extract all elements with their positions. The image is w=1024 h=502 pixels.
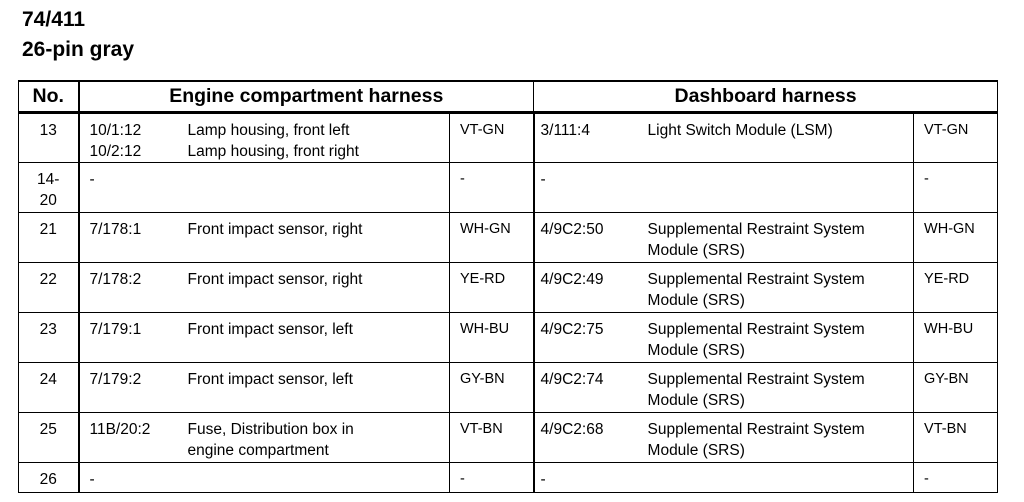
engine-description-line: Lamp housing, front left <box>187 122 350 139</box>
engine-wire-color <box>450 113 534 163</box>
dashboard-connector-text: 3/111:4 <box>540 122 590 139</box>
dashboard-connector <box>534 413 636 463</box>
dashboard-wire-color-text: - <box>924 471 929 487</box>
engine-description <box>182 463 450 493</box>
engine-connector-line: 10/1:12 <box>89 122 142 139</box>
table-row <box>19 463 998 493</box>
dashboard-description <box>636 413 914 463</box>
engine-wire-color-text: WH-BU <box>460 321 510 337</box>
pin-number-text: 21 <box>39 221 57 238</box>
dashboard-description <box>636 113 914 163</box>
dashboard-description-line: Module (SRS) <box>647 392 745 409</box>
dashboard-wire-color <box>914 313 998 363</box>
pin-number-text: 24 <box>39 371 57 388</box>
engine-description-line: Fuse, Distribution box in <box>187 421 354 438</box>
engine-connector-line: 7/178:2 <box>89 271 142 288</box>
dashboard-connector-text: - <box>540 171 546 188</box>
pin-number-text: 14-20 <box>37 171 60 209</box>
pin-number <box>19 163 79 213</box>
engine-wire-color-text: - <box>460 171 465 187</box>
dashboard-connector <box>534 213 636 263</box>
engine-description-line: Lamp housing, front right <box>187 143 359 160</box>
dashboard-description <box>636 213 914 263</box>
dashboard-description-line: Module (SRS) <box>647 342 745 359</box>
engine-wire-color-text: YE-RD <box>460 271 506 287</box>
dashboard-wire-color <box>914 363 998 413</box>
table-row <box>19 113 998 163</box>
engine-description <box>182 163 450 213</box>
dashboard-description-line: Light Switch Module (LSM) <box>647 122 833 139</box>
pin-number-text: 23 <box>39 321 57 338</box>
dashboard-description-line: Module (SRS) <box>647 242 745 259</box>
engine-description-line: Front impact sensor, left <box>187 371 353 388</box>
engine-wire-color <box>450 463 534 493</box>
engine-description-line: engine compartment <box>187 442 329 459</box>
dashboard-description-line: Supplemental Restraint System <box>647 421 865 438</box>
pin-number-text: 22 <box>39 271 57 288</box>
engine-description <box>182 413 450 463</box>
engine-wire-color <box>450 313 534 363</box>
header-engine-harness: Engine compartment harness <box>79 81 534 113</box>
dashboard-connector-text: 4/9C2:68 <box>540 421 604 438</box>
engine-description <box>182 313 450 363</box>
dashboard-description-line: Module (SRS) <box>647 292 745 309</box>
pin-number-text: 13 <box>39 122 57 139</box>
dashboard-connector-text: - <box>540 471 546 488</box>
table-row <box>19 163 998 213</box>
dashboard-description <box>636 313 914 363</box>
engine-wire-color <box>450 213 534 263</box>
pin-number <box>19 313 79 363</box>
engine-connector-line: 7/179:2 <box>89 371 142 388</box>
dashboard-connector-text: 4/9C2:75 <box>540 321 604 338</box>
dashboard-connector-text: 4/9C2:50 <box>540 221 604 238</box>
engine-description-line: Front impact sensor, right <box>187 221 363 238</box>
engine-connector-line: - <box>89 471 95 488</box>
dashboard-wire-color <box>914 113 998 163</box>
dashboard-wire-color-text: VT-BN <box>924 421 967 437</box>
engine-description <box>182 263 450 313</box>
pin-number <box>19 213 79 263</box>
dashboard-wire-color <box>914 163 998 213</box>
engine-wire-color-text: VT-BN <box>460 421 503 437</box>
table-body <box>19 113 998 493</box>
dashboard-connector <box>534 313 636 363</box>
dashboard-wire-color <box>914 413 998 463</box>
engine-connector <box>79 163 182 213</box>
dashboard-connector <box>534 163 636 213</box>
engine-connector <box>79 213 182 263</box>
engine-description <box>182 113 450 163</box>
engine-description <box>182 213 450 263</box>
engine-connector <box>79 263 182 313</box>
dashboard-description-line: Supplemental Restraint System <box>647 371 865 388</box>
engine-description-line: Front impact sensor, left <box>187 321 353 338</box>
dashboard-wire-color <box>914 463 998 493</box>
table-row <box>19 413 998 463</box>
engine-description <box>182 363 450 413</box>
table-row <box>19 213 998 263</box>
pin-number-text: 25 <box>39 421 57 438</box>
dashboard-connector <box>534 463 636 493</box>
pin-number <box>19 263 79 313</box>
connector-description: 26-pin gray <box>22 38 135 61</box>
connector-id: 74/411 <box>22 8 86 31</box>
pin-number-text: 26 <box>39 471 57 488</box>
engine-wire-color-text: VT-GN <box>460 122 505 138</box>
engine-wire-color <box>450 263 534 313</box>
dashboard-wire-color-text: YE-RD <box>924 271 970 287</box>
engine-connector <box>79 413 182 463</box>
dashboard-description-line: Supplemental Restraint System <box>647 321 865 338</box>
engine-wire-color-text: - <box>460 471 465 487</box>
engine-wire-color <box>450 163 534 213</box>
pin-number <box>19 363 79 413</box>
dashboard-description-line: Supplemental Restraint System <box>647 271 865 288</box>
dashboard-wire-color <box>914 263 998 313</box>
engine-connector-line: - <box>89 171 95 188</box>
dashboard-wire-color-text: WH-BU <box>924 321 974 337</box>
dashboard-wire-color-text: VT-GN <box>924 122 969 138</box>
engine-connector <box>79 313 182 363</box>
engine-connector-line: 10/2:12 <box>89 143 142 160</box>
header-dashboard-harness: Dashboard harness <box>534 81 998 113</box>
dashboard-description <box>636 263 914 313</box>
dashboard-connector <box>534 263 636 313</box>
dashboard-connector <box>534 363 636 413</box>
dashboard-description <box>636 363 914 413</box>
table-row <box>19 363 998 413</box>
engine-description-line: Front impact sensor, right <box>187 271 363 288</box>
pin-number <box>19 413 79 463</box>
dashboard-connector <box>534 113 636 163</box>
engine-wire-color-text: GY-BN <box>460 371 505 387</box>
dashboard-wire-color-text: - <box>924 171 929 187</box>
dashboard-connector-text: 4/9C2:74 <box>540 371 604 388</box>
engine-connector <box>79 363 182 413</box>
dashboard-description-line: Module (SRS) <box>647 442 745 459</box>
table-row <box>19 263 998 313</box>
dashboard-description-line: Supplemental Restraint System <box>647 221 865 238</box>
engine-connector-line: 11B/20:2 <box>89 421 151 438</box>
pinout-table <box>18 80 998 493</box>
engine-wire-color <box>450 413 534 463</box>
header-no: No. <box>19 81 79 113</box>
engine-connector <box>79 463 182 493</box>
table-row <box>19 313 998 363</box>
engine-wire-color <box>450 363 534 413</box>
dashboard-description <box>636 463 914 493</box>
pin-number <box>19 113 79 163</box>
engine-connector-line: 7/178:1 <box>89 221 142 238</box>
table-header-row <box>19 81 998 113</box>
dashboard-wire-color <box>914 213 998 263</box>
dashboard-description <box>636 163 914 213</box>
dashboard-wire-color-text: GY-BN <box>924 371 969 387</box>
engine-connector <box>79 113 182 163</box>
pin-number <box>19 463 79 493</box>
dashboard-connector-text: 4/9C2:49 <box>540 271 604 288</box>
dashboard-wire-color-text: WH-GN <box>924 221 975 237</box>
engine-wire-color-text: WH-GN <box>460 221 511 237</box>
engine-connector-line: 7/179:1 <box>89 321 142 338</box>
